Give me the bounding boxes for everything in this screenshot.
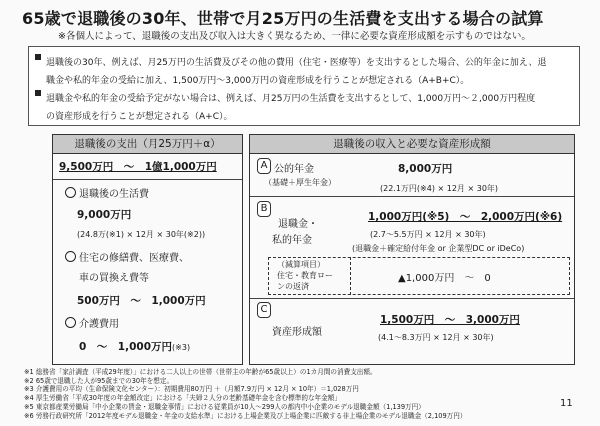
income-b-label-1: 退職金・: [278, 219, 318, 230]
expense-housing-medical-label-1: 住宅の修繕費、医療費、: [79, 253, 189, 264]
expense-living-cost-label: 退職後の生活費: [79, 189, 149, 200]
footnote-3: ※3 介護費用の平均（生命保険文化センター）：初期費用80万円 ＋（月額7.9万円 × 12月 × 10年）＝1,028万円: [24, 385, 359, 394]
deduction-label-1: （減算項目）: [277, 260, 325, 269]
footnote-4: ※4 厚生労働省「平成30年度の年金額改定」における「夫婦２人分の老齢基礎年金を含む標準的な年金額」: [24, 394, 341, 403]
intro-bullet-1: [35, 51, 46, 67]
badge-a: A: [257, 158, 271, 174]
expense-living-cost-amount: 9,000万円: [77, 209, 132, 221]
divider: [250, 298, 574, 299]
footnotes: [24, 368, 466, 420]
deduction-label-3: ンの返済: [277, 282, 309, 291]
expense-living-cost-note: (24.8万(※1) × 12月 × 30年(※2)): [77, 230, 206, 239]
expense-housing-medical-amount: 500万円 ～ 1,000万円: [77, 295, 206, 307]
expense-living-cost: [65, 185, 149, 200]
deduction-divider: [350, 257, 351, 295]
income-b-amount: 1,000万円(※5) ～ 2,000万円(※6): [368, 211, 563, 223]
divider: [250, 196, 574, 197]
deduction-amount: ▲1,000万円 ～ 0: [398, 273, 491, 284]
expenses-panel: [52, 134, 243, 365]
income-c-amount: 1,500万円 ～ 3,000万円: [380, 314, 520, 326]
page-subtitle: ※各個人によって、退職後の支出及び収入は大きく異なるため、一律に必要な資産形成額を示すものではない。: [58, 31, 531, 42]
income-a-note: (22.1万円(※4) × 12月 × 30年): [380, 184, 499, 193]
intro-bullet-1-line-2: 職金や私的年金の受給に加え、1,500万円～3,000万円の資産形成を行うことが想定される（A+B+C）。: [46, 76, 470, 86]
income-a-label: 公的年金: [274, 164, 314, 175]
income-a-amount: 8,000万円: [398, 163, 453, 175]
income-b-note-1: (2.7～5.5万円 × 12月 × 30年): [370, 230, 486, 239]
square-bullet-icon: [35, 54, 41, 60]
page-title: 65歳で退職後の30年、世帯で月25万円の生活費を支出する場合の試算: [22, 9, 544, 28]
intro-box: [28, 46, 580, 126]
expense-nursing-care: [65, 315, 119, 330]
divider: [53, 179, 242, 180]
badge-b: B: [257, 201, 271, 217]
income-b-note-2: (退職金＋確定給付年金 or 企業型DC or iDeCo): [352, 244, 525, 253]
income-header: 退職後の収入と必要な資産形成額: [250, 135, 574, 154]
circle-bullet-icon: [65, 187, 76, 198]
expense-nursing-care-note: (※3): [172, 343, 191, 352]
expense-nursing-care-amount: [79, 339, 190, 354]
income-panel: [249, 134, 575, 365]
expenses-header: 退職後の支出（月25万円＋α）: [53, 135, 242, 154]
expense-nursing-care-label: 介護費用: [79, 319, 119, 330]
deduction-label-2: 住宅・教育ロー: [277, 271, 333, 280]
circle-bullet-icon: [65, 317, 76, 328]
intro-bullet-1-line-1: 退職後の30年、例えば、月25万円の生活費及びその他の費用（住宅・医療等）を支出するとした場合、公的年金に加え、退: [46, 58, 547, 68]
intro-bullet-2: [35, 87, 46, 103]
page-number: 11: [560, 398, 573, 409]
income-c-note: (4.1～8.3万円 × 12月 × 30年): [378, 333, 494, 342]
income-b-label-2: 私的年金: [272, 235, 312, 246]
square-bullet-icon: [35, 90, 41, 96]
expense-housing-medical-label-2: 車の買換え費等: [79, 273, 149, 284]
intro-bullet-2-line-2: の資産形成を行うことが想定される（A+C）。: [46, 112, 233, 122]
income-a-sublabel: （基礎＋厚生年金）: [264, 178, 336, 187]
circle-bullet-icon: [65, 251, 76, 262]
expense-housing-medical: [65, 249, 189, 264]
expense-nursing-care-value: 0 ～ 1,000万円: [79, 341, 173, 353]
footnote-1: ※1 総務省「家計調査（平成29年度）」における二人以上の世帯（世帯主の年齢が65歳以上）の1カ月間の消費支出額。: [24, 368, 377, 376]
footnote-2: ※2 65歳で退職した人が95歳までの30年を想定。: [24, 376, 174, 385]
intro-bullet-2-line-1: 退職金や私的年金の受給予定がない場合は、例えば、月25万円の生活費を支出するとして、1,000万円～２,000万円程度: [46, 94, 536, 104]
expenses-total: 9,500万円 ～ 1億1,000万円: [59, 161, 217, 173]
income-c-label: 資産形成額: [272, 327, 322, 338]
footnote-5: ※5 東京都産業労働局「中小企業の賃金・退職金事情」における従業員が10人～299人の都内中小企業のモデル退職金額（1,139万円）: [24, 402, 425, 411]
footnote-6: ※6 労務行政研究所「2012年度モデル退職金・年金の支給水準」における上場企業及び上場企業に匹敵する非上場企業のモデル退職金（2,109万円）: [24, 411, 467, 420]
badge-c: C: [257, 302, 271, 318]
